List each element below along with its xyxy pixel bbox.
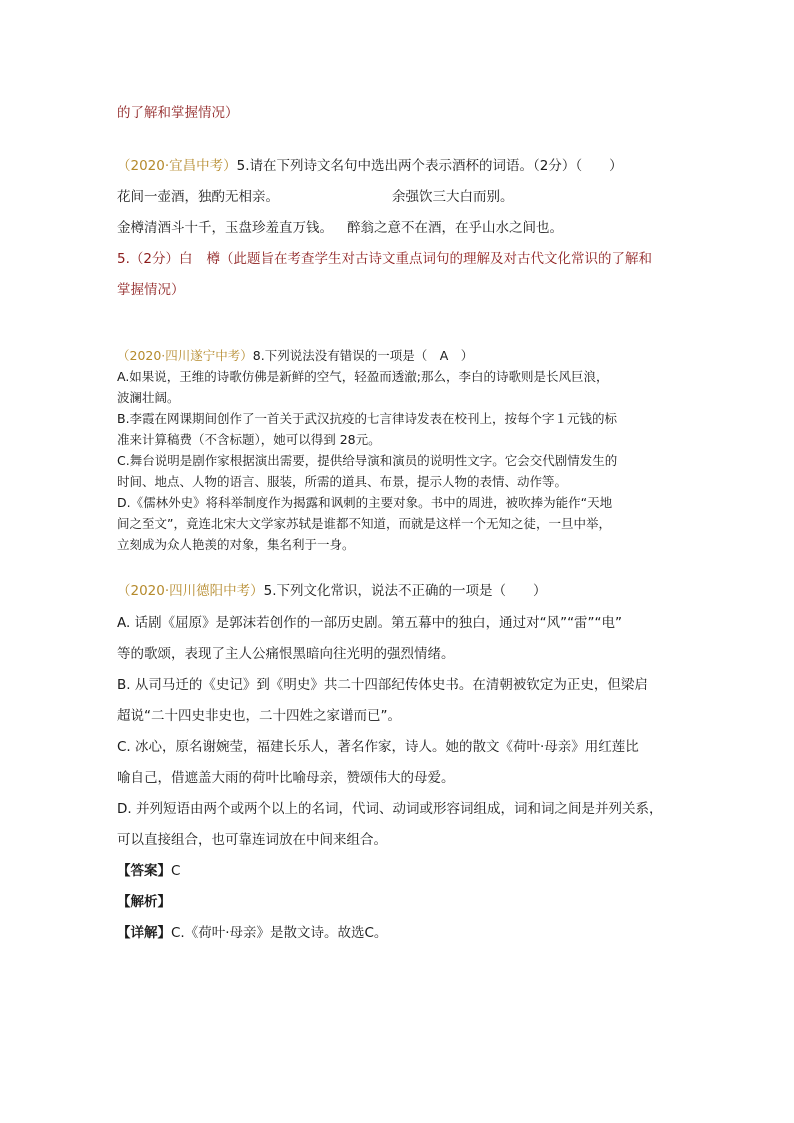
q3-analysis bbox=[117, 893, 171, 911]
q2-line: 时间、地点、人物的语言、服装，所需的道具、布景，提示人物的表情、动作等。 bbox=[117, 474, 568, 489]
q1-source: （2020·宜昌中考） bbox=[117, 158, 237, 174]
q3-line: B. 从司马迁的《史记》到《明史》共二十四部纪传体史书。在清朝被钦定为正史，但梁启 bbox=[117, 677, 648, 693]
q1-poem-2: 余强饮三大白而别。 bbox=[392, 189, 514, 205]
q3-line: A. 话剧《屈原》是郭沫若创作的一部历史剧。第五幕中的独白，通过对“风”“雷”“电” bbox=[117, 615, 623, 631]
q2-line: 波澜壮阔。 bbox=[117, 390, 180, 405]
q3-source: （2020·四川德阳中考） bbox=[117, 583, 264, 599]
answer-value: C bbox=[171, 863, 181, 879]
q2-line: D.《儒林外史》将科举制度作为揭露和讽刺的主要对象。书中的周进，被吹捧为能作“天地 bbox=[117, 495, 613, 510]
q3-question: 5.下列文化常识，说法不正确的一项是（ ） bbox=[263, 583, 547, 599]
q3-line: C. 冰心，原名谢婉莹，福建长乐人，著名作家，诗人。她的散文《荷叶·母亲》用红莲比 bbox=[117, 739, 639, 755]
q2-line: C.舞台说明是剧作家根据演出需要，提供给导演和演员的说明性文字。它会交代剧情发生的 bbox=[117, 453, 618, 468]
q3-line: 可以直接组合，也可靠连词放在中间来组合。 bbox=[117, 832, 387, 848]
q3-answer bbox=[117, 862, 180, 880]
answer-label: 【答案】 bbox=[117, 863, 171, 879]
detail-label: 【详解】 bbox=[117, 925, 171, 941]
q3-line: D. 并列短语由两个或两个以上的名词，代词、动词或形容词组成，词和词之间是并列关系， bbox=[117, 801, 663, 817]
q1-answer-line-1 bbox=[117, 250, 652, 268]
q3-line: 等的歌颂，表现了主人公痛恨黑暗向往光明的强烈情绪。 bbox=[117, 646, 455, 662]
q2-source: （2020·四川遂宁中考） bbox=[117, 348, 253, 363]
q3-detail bbox=[117, 924, 387, 942]
q2-line: B.李霞在网课期间创作了一首关于武汉抗疫的七言律诗发表在校刊上，按每个字１元钱的标 bbox=[117, 411, 618, 426]
q1-question: 5.请在下列诗文名句中选出两个表示酒杯的词语。（2分）（ ） bbox=[236, 158, 623, 174]
q2-line: A.如果说，王维的诗歌仿佛是新鲜的空气，轻盈而透澈;那么，李白的诗歌则是长风巨浪， bbox=[117, 369, 609, 384]
analysis-label: 【解析】 bbox=[117, 894, 171, 910]
q2-line: 准来计算稿费（不含标题），她可以得到 28元。 bbox=[117, 432, 381, 447]
q1-heading bbox=[117, 157, 623, 175]
q2-line: 立刻成为众人艳羡的对象，集名利于一身。 bbox=[117, 537, 355, 552]
q1-poem-row-2 bbox=[117, 219, 563, 237]
q2-line: 间之至文”，竟连北宋大文学家苏轼是谁都不知道，而就是这样一个无知之徒，一旦中举， bbox=[117, 516, 611, 531]
q2-heading bbox=[117, 347, 473, 365]
q1-answer-a: 5.（2分）白 bbox=[117, 251, 193, 267]
intro-tail: 的了解和掌握情况） bbox=[117, 105, 239, 121]
q1-poem-1: 花间一壶酒，独酌无相亲。 bbox=[117, 189, 279, 205]
q1-poem-4: 醉翁之意不在酒，在乎山水之间也。 bbox=[347, 220, 563, 236]
q1-poem-3: 金樽清酒斗十千，玉盘珍羞直万钱。 bbox=[117, 220, 333, 236]
q1-answer-b: 樽（此题旨在考查学生对古诗文重点词句的理解及对古代文化常识的了解和 bbox=[206, 251, 652, 267]
detail-text: C.《荷叶·母亲》是散文诗。故选C。 bbox=[171, 925, 388, 941]
q3-line: 超说“二十四史非史也，二十四姓之家谱而已”。 bbox=[117, 708, 401, 724]
q1-answer-line-2: 掌握情况） bbox=[117, 282, 185, 298]
q3-line: 喻自己，借遮盖大雨的荷叶比喻母亲，赞颂伟大的母爱。 bbox=[117, 770, 455, 786]
q3-heading bbox=[117, 582, 547, 600]
q2-question: 8.下列说法没有错误的一项是（ A ） bbox=[252, 348, 474, 363]
